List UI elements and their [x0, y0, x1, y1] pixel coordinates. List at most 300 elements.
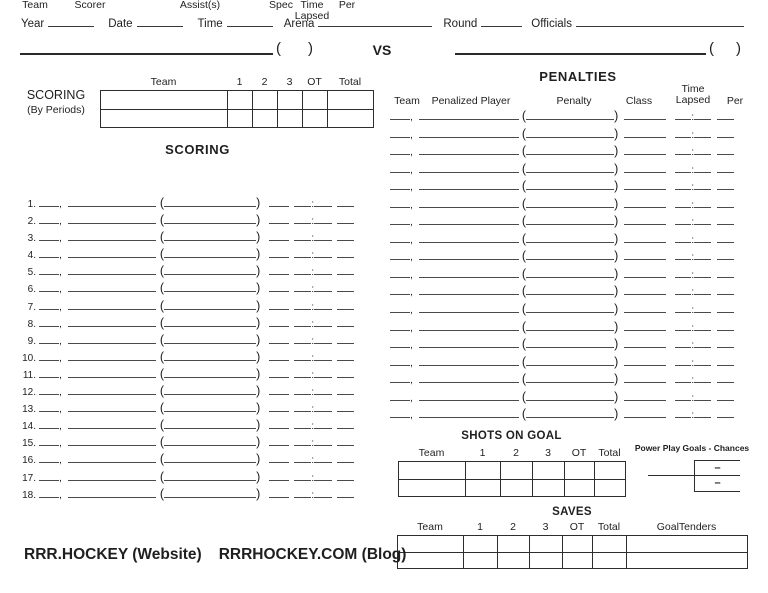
open-paren: ( [276, 40, 281, 57]
scoring-team-blank [39, 253, 59, 258]
scoring-team-blank [39, 219, 59, 224]
penalties-team-header: Team [394, 95, 420, 107]
close-paren: ) [614, 337, 619, 352]
scoring-spec-blank [269, 236, 289, 241]
footer [24, 546, 406, 564]
colon: : [691, 233, 695, 246]
penalty-class-blank [624, 150, 666, 155]
penalty-time-sec-blank [694, 133, 711, 138]
close-paren: ) [614, 354, 619, 369]
colon: : [311, 351, 315, 364]
scoring-time-min-blank [294, 322, 311, 327]
penalty-player-blank [419, 115, 519, 120]
penalty-team-blank [390, 273, 410, 278]
close-paren: ) [256, 384, 261, 399]
scoring-time-min-blank [294, 287, 311, 292]
vs-label: VS [372, 42, 392, 58]
table-cell [399, 462, 466, 480]
open-paren: ( [159, 418, 165, 433]
penalty-name-blank [526, 185, 614, 190]
scoring-team-blank [39, 390, 59, 395]
colon: : [691, 216, 695, 229]
penalty-team-blank [390, 378, 410, 383]
scoring-team-blank [39, 305, 59, 310]
colon: : [311, 368, 315, 381]
open-paren: ( [159, 332, 165, 347]
open-paren: ( [521, 302, 527, 317]
scoring-row-number: 4. [27, 250, 36, 262]
scoring-per-blank [337, 356, 354, 361]
column-header: OT [571, 447, 587, 459]
colon: : [691, 339, 695, 352]
table-cell [398, 536, 464, 553]
table-cell [278, 91, 303, 110]
penalty-player-blank [419, 413, 519, 418]
penalty-time-min-blank [675, 185, 691, 190]
comma: , [410, 356, 413, 369]
scoring-time-sec-blank [314, 202, 332, 207]
power-play-top-cell [695, 461, 740, 476]
colon: : [691, 356, 695, 369]
column-header: Total [338, 76, 362, 88]
scoring-team-blank [39, 356, 59, 361]
scoring-time-min-blank [294, 270, 311, 275]
scoring-scorer-blank [68, 390, 156, 395]
penalty-team-blank [390, 361, 410, 366]
dash: – [714, 462, 721, 474]
scoring-team-blank [39, 441, 59, 446]
arena-blank [318, 22, 432, 27]
scoring-row-number: 17. [22, 472, 36, 484]
open-paren: ( [159, 486, 165, 501]
comma: , [410, 181, 413, 194]
open-paren: ( [521, 354, 527, 369]
blog-text: RRRHOCKEY.COM (Blog) [218, 546, 407, 563]
colon: : [691, 268, 695, 281]
penalty-per-blank [717, 396, 734, 401]
scoring-per-blank [337, 441, 354, 446]
comma: , [410, 146, 413, 159]
scoring-row-number: 12. [22, 387, 36, 399]
scoring-assists-blank [164, 390, 256, 395]
penalty-time-sec-blank [694, 413, 711, 418]
close-paren: ) [256, 469, 261, 484]
penalty-row [390, 213, 760, 231]
penalty-per-blank [717, 203, 734, 208]
penalty-name-blank [526, 238, 614, 243]
penalty-team-blank [390, 255, 410, 260]
scoring-team-blank [39, 373, 59, 378]
penalty-time-sec-blank [694, 115, 711, 120]
penalty-name-blank [526, 361, 614, 366]
close-paren: ) [256, 196, 261, 210]
comma: , [59, 283, 62, 296]
colon: : [311, 420, 315, 433]
periods-table-body [100, 90, 374, 128]
colon: : [691, 163, 695, 176]
penalty-per-blank [717, 115, 734, 120]
scoring-per-blank [337, 339, 354, 344]
saves-title: SAVES [552, 506, 592, 518]
scoring-row [20, 434, 385, 451]
penalty-name-blank [526, 220, 614, 225]
scoring-spec-blank [269, 253, 289, 258]
scoring-team-blank [39, 322, 59, 327]
scoring-time-min-blank [294, 356, 311, 361]
close-paren: ) [614, 161, 619, 176]
penalty-player-blank [419, 273, 519, 278]
open-paren: ( [159, 349, 165, 364]
table-cell [498, 536, 530, 553]
penalty-per-blank [717, 220, 734, 225]
scoring-row [20, 246, 385, 263]
table-cell [530, 536, 563, 553]
scoring-spec-blank [269, 287, 289, 292]
scoring-scorer-blank [68, 236, 156, 241]
penalty-class-blank [624, 396, 666, 401]
away-team-blank [455, 53, 706, 55]
penalty-name-blank [526, 413, 614, 418]
comma: , [59, 300, 62, 313]
penalty-time-sec-blank [694, 150, 711, 155]
scoring-assists-blank [164, 373, 256, 378]
open-paren: ( [159, 298, 165, 313]
penalty-time-min-blank [675, 220, 691, 225]
scoring-assists-blank [164, 287, 256, 292]
penalty-class-blank [624, 413, 666, 418]
close-paren: ) [256, 298, 261, 313]
scoring-row [20, 383, 385, 400]
comma: , [59, 437, 62, 450]
penalty-per-blank [717, 361, 734, 366]
scoring-team-blank [39, 236, 59, 241]
penalty-per-blank [717, 378, 734, 383]
scoring-per-blank [337, 219, 354, 224]
penalties-class-header: Class [625, 95, 653, 107]
close-paren: ) [614, 231, 619, 246]
penalty-per-blank [717, 255, 734, 260]
scoring-per-blank [337, 458, 354, 463]
scoring-time-min-blank [294, 441, 311, 446]
date-label: Date [108, 18, 133, 30]
scoring-time-sec-blank [314, 236, 332, 241]
penalty-team-blank [390, 396, 410, 401]
scoring-spec-blank [269, 305, 289, 310]
scoring-assists-blank [164, 253, 256, 258]
scoring-row [20, 451, 385, 468]
scoring-time-sec-blank [314, 441, 332, 446]
scoring-team-blank [39, 270, 59, 275]
scoring-team-blank [39, 476, 59, 481]
penalty-row [390, 161, 760, 179]
scoring-scorer-blank [68, 424, 156, 429]
penalty-player-blank [419, 396, 519, 401]
penalty-name-blank [526, 308, 614, 313]
penalty-player-blank [419, 238, 519, 243]
penalty-time-min-blank [675, 413, 691, 418]
comma: , [410, 268, 413, 281]
comma: , [410, 163, 413, 176]
scoring-assists-blank [164, 476, 256, 481]
scoring-time-sec-blank [314, 373, 332, 378]
colon: : [311, 232, 315, 245]
open-paren: ( [159, 452, 165, 467]
penalty-class-blank [624, 255, 666, 260]
close-paren: ) [614, 214, 619, 229]
close-paren: ) [614, 196, 619, 211]
penalty-time-min-blank [675, 203, 691, 208]
power-play-box [648, 460, 740, 492]
penalty-team-blank [390, 150, 410, 155]
scoring-spec-blank [269, 458, 289, 463]
scoring-per-blank [337, 424, 354, 429]
scoring-time-sec-blank [314, 287, 332, 292]
close-paren: ) [736, 40, 741, 57]
close-paren: ) [256, 213, 261, 228]
penalty-time-sec-blank [694, 255, 711, 260]
scoring-assists-header: Assist(s) [179, 0, 221, 11]
penalty-time-sec-blank [694, 238, 711, 243]
penalty-team-blank [390, 115, 410, 120]
scoring-time-sec-blank [314, 390, 332, 395]
scoring-scorer-blank [68, 373, 156, 378]
column-header: 1 [479, 447, 486, 459]
comma: , [410, 198, 413, 211]
penalty-per-blank [717, 133, 734, 138]
close-paren: ) [614, 109, 619, 123]
penalty-row [390, 406, 760, 424]
table-cell [303, 110, 328, 129]
comma: , [59, 368, 62, 381]
year-label: Year [21, 18, 45, 30]
close-paren: ) [256, 349, 261, 364]
shots-on-goal-title: SHOTS ON GOAL [461, 430, 562, 442]
close-paren: ) [256, 418, 261, 433]
open-paren: ( [159, 264, 165, 279]
penalty-player-blank [419, 150, 519, 155]
penalty-name-blank [526, 343, 614, 348]
scoring-per-blank [337, 373, 354, 378]
scoring-scorer-blank [68, 270, 156, 275]
penalty-class-blank [624, 168, 666, 173]
scoring-team-blank [39, 202, 59, 207]
open-paren: ( [521, 389, 527, 404]
column-header: 3 [542, 521, 549, 533]
colon: : [311, 488, 315, 501]
scoring-row [20, 349, 385, 366]
round-label: Round [443, 18, 478, 30]
scoring-time-min-blank [294, 253, 311, 258]
penalty-player-blank [419, 203, 519, 208]
scoring-row [20, 332, 385, 349]
penalty-time-sec-blank [694, 203, 711, 208]
periods-table-headers [100, 76, 374, 90]
penalty-per-blank [717, 308, 734, 313]
scoring-scorer-blank [68, 476, 156, 481]
colon: : [691, 198, 695, 211]
comma: , [59, 351, 62, 364]
table-cell [278, 110, 303, 129]
scoring-row-number: 10. [22, 352, 36, 364]
date-field [108, 15, 197, 33]
column-header: 1 [236, 76, 243, 88]
colon: : [691, 181, 695, 194]
penalty-time-min-blank [675, 238, 691, 243]
penalty-name-blank [526, 326, 614, 331]
comma: , [59, 334, 62, 347]
comma: , [59, 198, 62, 210]
scoring-per-blank [337, 270, 354, 275]
open-paren: ( [159, 213, 165, 228]
power-play-bottom-cell [695, 476, 740, 491]
penalty-row [390, 371, 760, 389]
table-cell [501, 480, 533, 498]
scoring-assists-blank [164, 356, 256, 361]
scoring-row-number: 6. [27, 284, 36, 296]
penalty-class-blank [624, 308, 666, 313]
column-header: GoalTenders [656, 521, 717, 533]
scoring-row [20, 280, 385, 297]
scoring-row [20, 400, 385, 417]
time-label: Time [197, 18, 223, 30]
penalty-per-blank [717, 150, 734, 155]
comma: , [59, 266, 62, 279]
periods-label-line1: SCORING [26, 88, 86, 102]
colon: : [311, 317, 315, 330]
penalty-time-sec-blank [694, 185, 711, 190]
comma: , [59, 403, 62, 416]
column-header: 2 [513, 447, 519, 459]
scoring-per-blank [337, 476, 354, 481]
penalty-player-blank [419, 168, 519, 173]
comma: , [410, 304, 413, 317]
column-header: Total [598, 447, 621, 459]
scoring-time-sec-blank [314, 322, 332, 327]
close-paren: ) [256, 366, 261, 381]
comma: , [59, 420, 62, 433]
scoring-assists-blank [164, 322, 256, 327]
power-play-bracket [694, 460, 740, 492]
scoring-assists-blank [164, 219, 256, 224]
penalty-class-blank [624, 115, 666, 120]
scoring-scorer-blank [68, 253, 156, 258]
table-cell [253, 91, 278, 110]
open-paren: ( [521, 161, 527, 176]
penalty-name-blank [526, 290, 614, 295]
open-paren: ( [159, 401, 165, 416]
scoring-row-number: 3. [27, 233, 36, 245]
scoring-assists-blank [164, 305, 256, 310]
penalty-time-min-blank [675, 273, 691, 278]
scoring-assists-blank [164, 407, 256, 412]
scoring-per-header: Per [338, 0, 356, 11]
penalty-team-blank [390, 326, 410, 331]
open-paren: ( [159, 469, 165, 484]
open-paren: ( [521, 196, 527, 211]
penalty-time-min-blank [675, 150, 691, 155]
scoring-row [20, 298, 385, 315]
table-cell [498, 553, 530, 570]
penalty-time-min-blank [675, 255, 691, 260]
close-paren: ) [614, 144, 619, 159]
table-cell [565, 462, 595, 480]
scoring-time-min-blank [294, 236, 311, 241]
colon: : [691, 409, 695, 422]
comma: , [410, 251, 413, 264]
column-header: Total [597, 521, 621, 533]
scoring-team-header: Team [22, 0, 48, 11]
colon: : [691, 286, 695, 299]
scoring-row-number: 14. [22, 421, 36, 433]
penalty-team-blank [390, 168, 410, 173]
penalty-team-blank [390, 290, 410, 295]
penalty-class-blank [624, 203, 666, 208]
scoring-time-min-blank [294, 219, 311, 224]
scoring-spec-blank [269, 339, 289, 344]
penalty-time-min-blank [675, 168, 691, 173]
penalty-row [390, 336, 760, 354]
scoring-scorer-blank [68, 458, 156, 463]
scoring-per-blank [337, 305, 354, 310]
scoring-time-min-blank [294, 339, 311, 344]
open-paren: ( [521, 231, 527, 246]
column-header: Team [417, 521, 443, 533]
scoring-spec-blank [269, 219, 289, 224]
arena-label: Arena [283, 18, 315, 30]
penalty-time-sec-blank [694, 220, 711, 225]
table-cell [595, 480, 626, 498]
comma: , [410, 374, 413, 387]
scoring-spec-blank [269, 270, 289, 275]
penalty-rows [390, 108, 760, 424]
table-cell [593, 553, 627, 570]
penalty-time-sec-blank [694, 378, 711, 383]
scoring-row [20, 366, 385, 383]
penalty-name-blank [526, 115, 614, 120]
comma: , [59, 232, 62, 245]
table-cell [595, 462, 626, 480]
penalty-row [390, 108, 760, 126]
column-header: Team [150, 76, 177, 88]
penalty-player-blank [419, 361, 519, 366]
colon: : [311, 300, 315, 313]
shots-table [398, 447, 626, 497]
penalty-player-blank [419, 133, 519, 138]
table-cell [228, 110, 253, 129]
penalty-player-blank [419, 378, 519, 383]
table-cell [627, 553, 748, 570]
scoring-row-number: 9. [27, 335, 36, 347]
close-paren: ) [614, 302, 619, 317]
scoring-row-number: 13. [22, 404, 36, 416]
penalty-player-blank [419, 326, 519, 331]
close-paren: ) [614, 389, 619, 404]
close-paren: ) [256, 332, 261, 347]
time-field [198, 15, 284, 33]
home-team-blank [20, 53, 273, 55]
colon: : [691, 251, 695, 264]
penalty-time-sec-blank [694, 290, 711, 295]
comma: , [59, 249, 62, 262]
column-header: 2 [510, 521, 516, 533]
close-paren: ) [614, 284, 619, 299]
scoring-scorer-blank [68, 356, 156, 361]
scoring-team-blank [39, 424, 59, 429]
penalty-time-min-blank [675, 290, 691, 295]
penalties-player-header: Penalized Player [431, 95, 511, 107]
column-header: Team [418, 447, 445, 459]
scoring-time-sec-blank [314, 270, 332, 275]
